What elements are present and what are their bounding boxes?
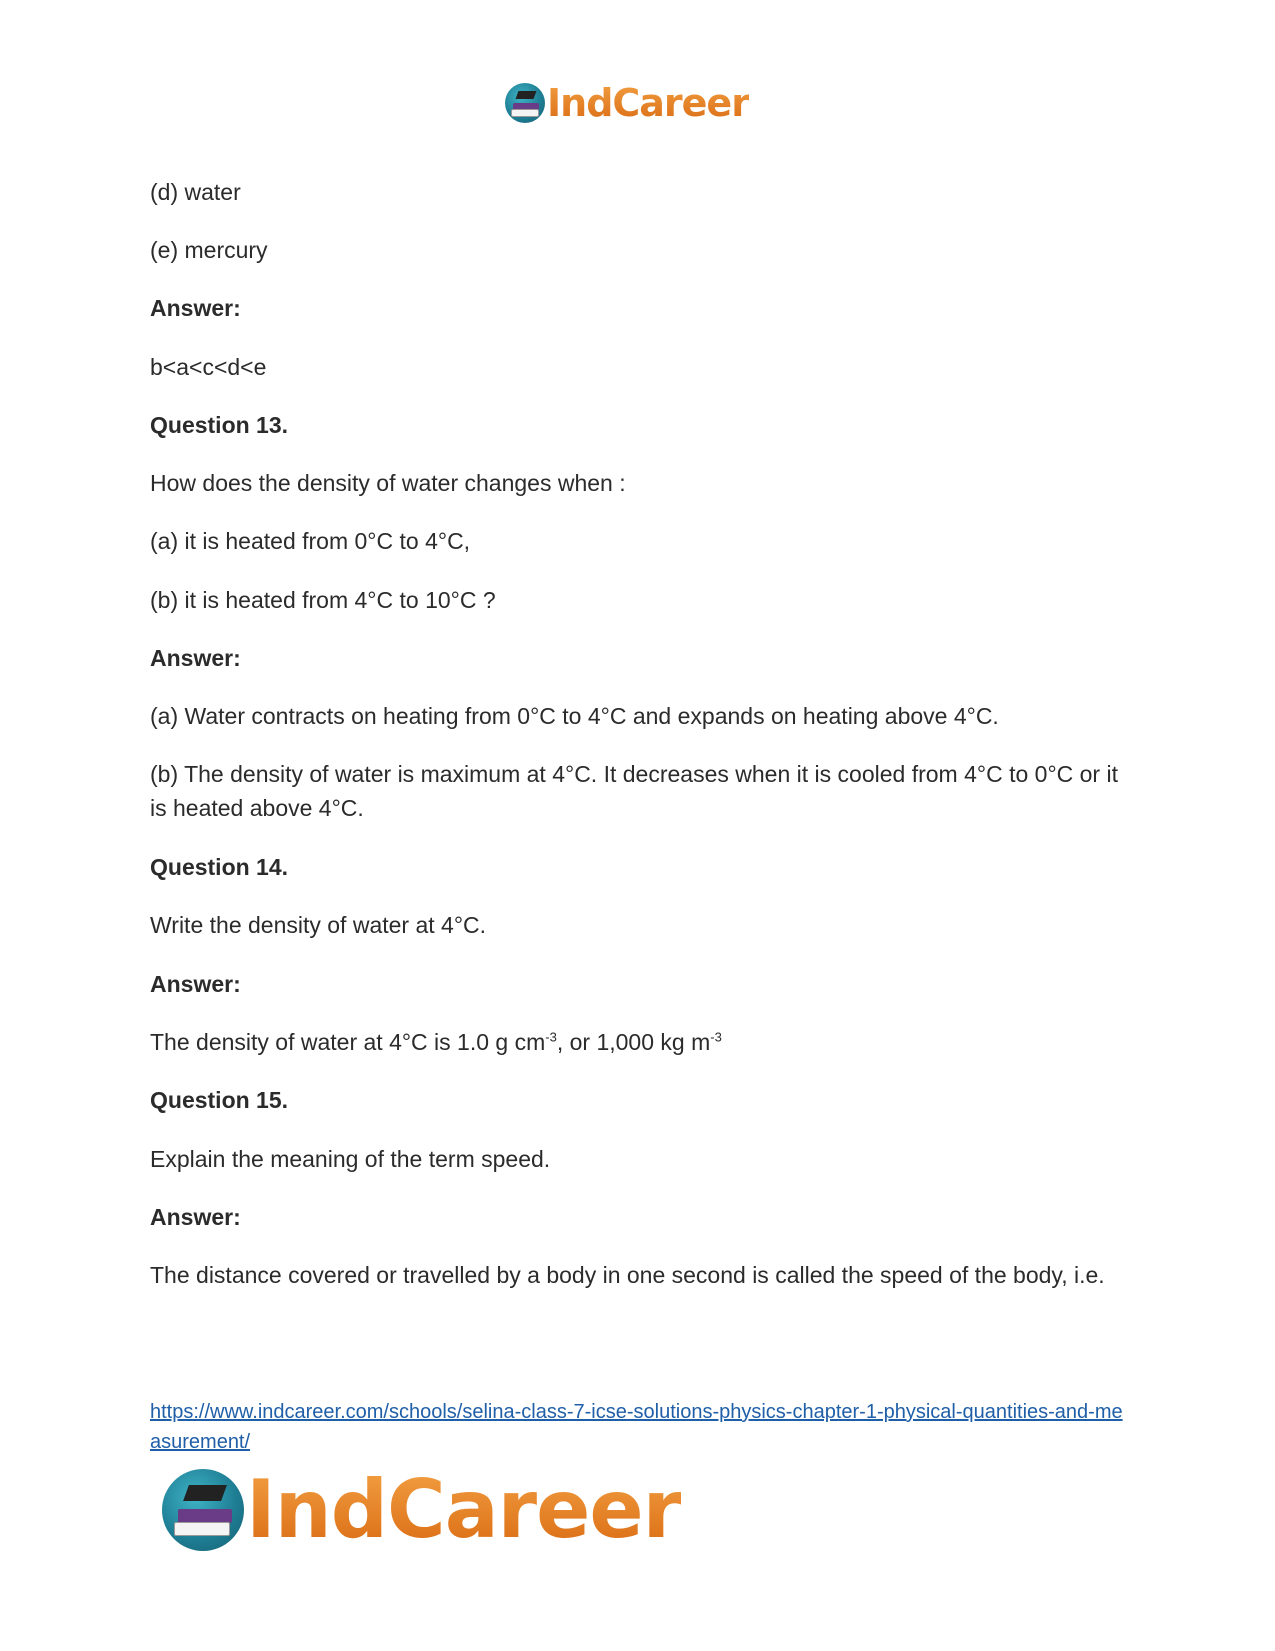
question-text: Explain the meaning of the term speed.: [150, 1146, 551, 1172]
answer-heading: Answer:: [150, 1204, 241, 1230]
answer-heading: Answer:: [150, 645, 241, 671]
answer-text-part: The density of water at 4°C is 1.0 g cm: [150, 1029, 546, 1055]
footer-logo: [162, 1465, 681, 1555]
question-text: How does the density of water changes when :: [150, 470, 626, 496]
header-logo-text: IndCareer: [547, 81, 749, 125]
question-part-a: (a) it is heated from 0°C to 4°C,: [150, 528, 471, 554]
answer-part-b: (b) The density of water is maximum at 4°C. It decreases when it is cooled from 4°C to 0°C or it is heated above 4°C.: [150, 761, 1118, 821]
source-url-link[interactable]: https://www.indcareer.com/schools/selina-class-7-icse-solutions-physics-chapter-1-physical-quantities-and-measurement/: [150, 1401, 1123, 1453]
question-text: Write the density of water at 4°C.: [150, 912, 487, 938]
footer-logo-text: IndCareer: [246, 1463, 682, 1556]
answer-text-part: , or 1,000 kg m: [556, 1029, 711, 1055]
answer-text: The distance covered or travelled by a body in one second is called the speed of the body, i.e.: [150, 1262, 1105, 1288]
answer-text: [150, 1025, 1130, 1059]
answer-text: b<a<c<d<e: [150, 354, 267, 380]
answer-heading: Answer:: [150, 971, 241, 997]
header-logo: [505, 80, 749, 126]
superscript: -3: [710, 1029, 722, 1045]
question-heading: Question 13.: [150, 412, 289, 438]
question-heading: Question 15.: [150, 1087, 289, 1113]
graduation-cap-books-icon: [162, 1469, 244, 1551]
question-heading: Question 14.: [150, 854, 289, 880]
answer-heading: Answer:: [150, 295, 241, 321]
answer-part-a: (a) Water contracts on heating from 0°C to 4°C and expands on heating above 4°C.: [150, 703, 999, 729]
option-e: (e) mercury: [150, 237, 268, 263]
superscript: -3: [545, 1029, 557, 1045]
graduation-cap-books-icon: [505, 83, 545, 123]
option-d: (d) water: [150, 179, 241, 205]
question-part-b: (b) it is heated from 4°C to 10°C ?: [150, 587, 496, 613]
